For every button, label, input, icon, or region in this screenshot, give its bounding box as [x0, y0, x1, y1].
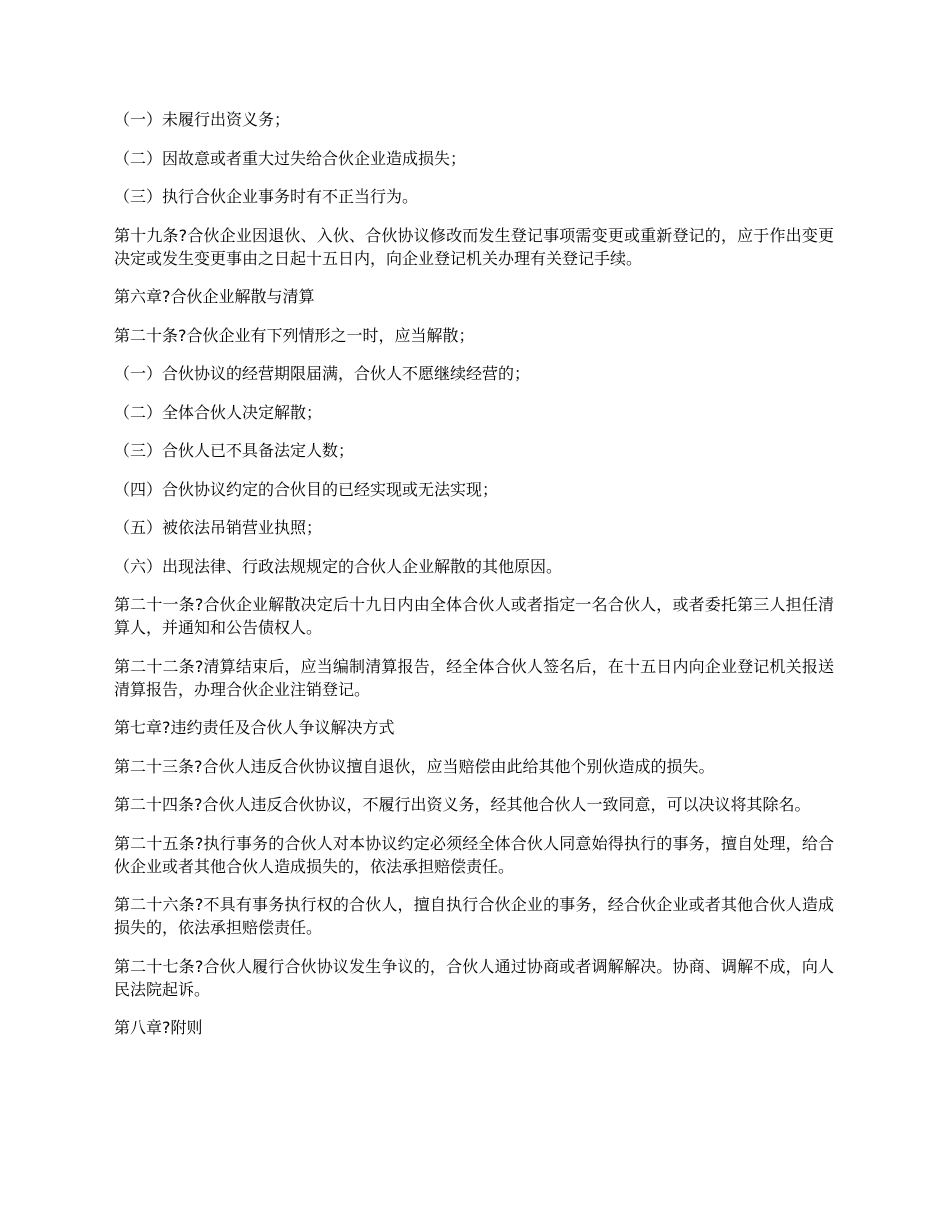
- clause-item: （二）全体合伙人决定解散；: [114, 402, 323, 422]
- chapter-heading: 第七章?违约责任及合伙人争议解决方式: [114, 718, 395, 737]
- clause-item: （五）被依法吊销营业执照；: [114, 518, 323, 537]
- clause-item: （一）未履行出资义务；: [114, 110, 291, 129]
- article-paragraph: 第二十条?合伙企业有下列情形之一时，应当解散；: [114, 325, 475, 345]
- clause-item: （二）因故意或者重大过失给合伙企业造成损失；: [114, 148, 467, 168]
- clause-item: （六）出现法律、行政法规规定的合伙人企业解散的其他原因。: [114, 556, 563, 576]
- article-paragraph: 第二十六条?不具有事务执行权的合伙人，擅自执行合伙企业的事务，经合伙企业或者其他合伙人造成损失的，依法承担赔偿责任。: [114, 895, 834, 937]
- article-paragraph: 第二十七条?合伙人履行合伙协议发生争议的，合伙人通过协商或者调解解决。协商、调解不成，向人民法院起诉。: [114, 956, 834, 999]
- chapter-heading: 第八章?附则: [114, 1018, 203, 1037]
- document-body: [114, 108, 834, 1055]
- article-paragraph: 第二十一条?合伙企业解散决定后十九日内由全体合伙人或者指定一名合伙人，或者委托第三人担任清算人，并通知和公告债权人。: [114, 595, 834, 637]
- article-paragraph: 第二十四条?合伙人违反合伙协议，不履行出资义务，经其他合伙人一致同意，可以决议将其除名。: [114, 795, 811, 814]
- clause-item: （三）合伙人已不具备法定人数；: [114, 441, 355, 460]
- article-paragraph: 第二十五条?执行事务的合伙人对本协议约定必须经全体合伙人同意始得执行的事务，擅自处理，给合伙企业或者其他合伙人造成损失的，依法承担赔偿责任。: [114, 833, 834, 876]
- chapter-heading: 第六章?合伙企业解散与清算: [114, 287, 315, 306]
- article-paragraph: 第二十二条?清算结束后，应当编制清算报告，经全体合伙人签名后，在十五日内向企业登记机关报送清算报告，办理合伙企业注销登记。: [114, 656, 834, 699]
- clause-item: （三）执行合伙企业事务时有不正当行为。: [114, 187, 419, 206]
- article-paragraph: 第十九条?合伙企业因退伙、入伙、合伙协议修改而发生登记事项需变更或重新登记的，应于作出变更决定或发生变更事由之日起十五日内，向企业登记机关办理有关登记手续。: [114, 225, 834, 268]
- article-paragraph: 第二十三条?合伙人违反合伙协议擅自退伙，应当赔偿由此给其他个别伙造成的损失。: [114, 756, 715, 776]
- clause-item: （一）合伙协议的经营期限届满，合伙人不愿继续经营的；: [114, 364, 531, 383]
- clause-item: （四）合伙协议约定的合伙目的已经实现或无法实现；: [114, 479, 499, 499]
